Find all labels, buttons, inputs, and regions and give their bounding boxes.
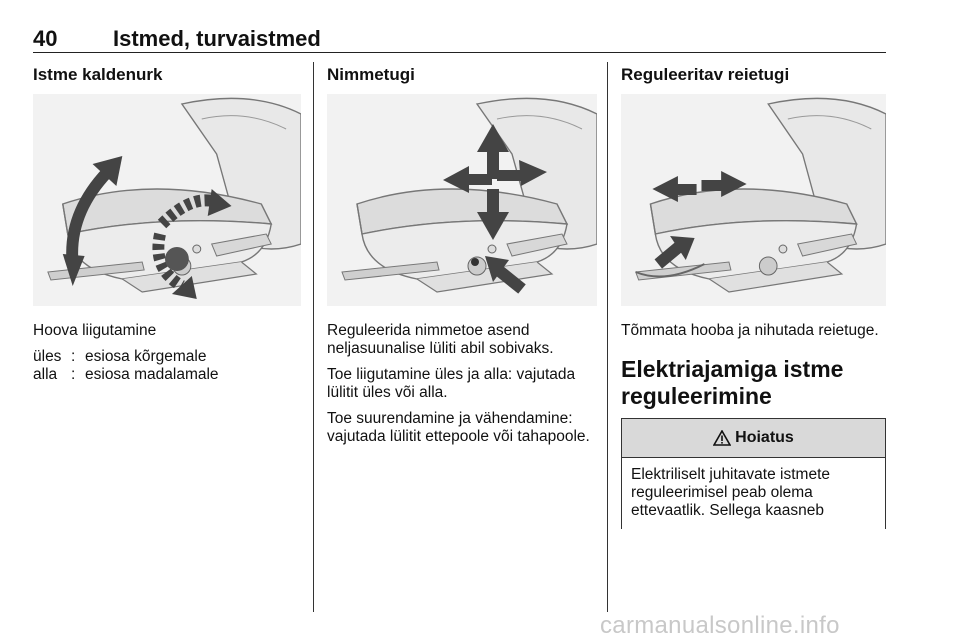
seat-tilt-illustration bbox=[33, 94, 301, 306]
thigh-support-illustration bbox=[621, 94, 886, 306]
chapter-title: Istmed, turvaistmed bbox=[113, 26, 321, 51]
definition-row bbox=[33, 366, 301, 384]
page-header bbox=[33, 24, 886, 53]
column-divider bbox=[313, 62, 314, 612]
warning-title: Hoiatus bbox=[735, 429, 794, 446]
lumbar-paragraph: Toe liigutamine üles ja alla: vajutada lülitit üles või alla. bbox=[327, 366, 576, 401]
definition-text: esiosa kõrgemale bbox=[85, 348, 207, 365]
warning-text: Elektriliselt juhitavate istmete reguleerimisel peab olema ettevaatlik. Sellega kaasneb bbox=[631, 466, 830, 519]
definition-term: alla bbox=[33, 366, 58, 383]
warning-triangle-icon bbox=[713, 430, 731, 446]
column-thigh-support bbox=[621, 62, 886, 529]
seat-tilt-definitions bbox=[33, 348, 301, 384]
page-number: 40 bbox=[33, 26, 58, 51]
warning-header bbox=[622, 419, 885, 458]
lumbar-paragraph: Toe suurendamine ja vähendamine: vajutada lülitit ettepoole või tahapoole. bbox=[327, 410, 590, 445]
thigh-paragraph: Tõmmata hooba ja nihutada reietuge. bbox=[621, 322, 879, 339]
definition-term: üles bbox=[33, 348, 62, 365]
column-seat-tilt bbox=[33, 62, 301, 384]
section-title-thigh: Reguleeritav reietugi bbox=[621, 65, 790, 84]
section-title-seat-tilt: Istme kaldenurk bbox=[33, 65, 163, 84]
definition-row bbox=[33, 348, 301, 366]
lumbar-paragraph: Reguleerida nimmetoe asend neljasuunalise lüliti abil sobivaks. bbox=[327, 322, 554, 357]
section-heading-electric-seat: Elektriajamiga istme reguleerimine bbox=[621, 356, 844, 409]
definition-separator: : bbox=[71, 348, 76, 365]
warning-box bbox=[621, 418, 886, 529]
section-title-lumbar: Nimmetugi bbox=[327, 65, 415, 84]
column-lumbar-support bbox=[327, 62, 597, 454]
lumbar-support-illustration bbox=[327, 94, 597, 306]
watermark: carmanualsonline.info bbox=[600, 612, 840, 639]
column-divider bbox=[607, 62, 608, 612]
definition-text: esiosa madalamale bbox=[85, 366, 219, 383]
seat-tilt-intro: Hoova liigutamine bbox=[33, 322, 157, 339]
definition-separator: : bbox=[71, 366, 76, 383]
